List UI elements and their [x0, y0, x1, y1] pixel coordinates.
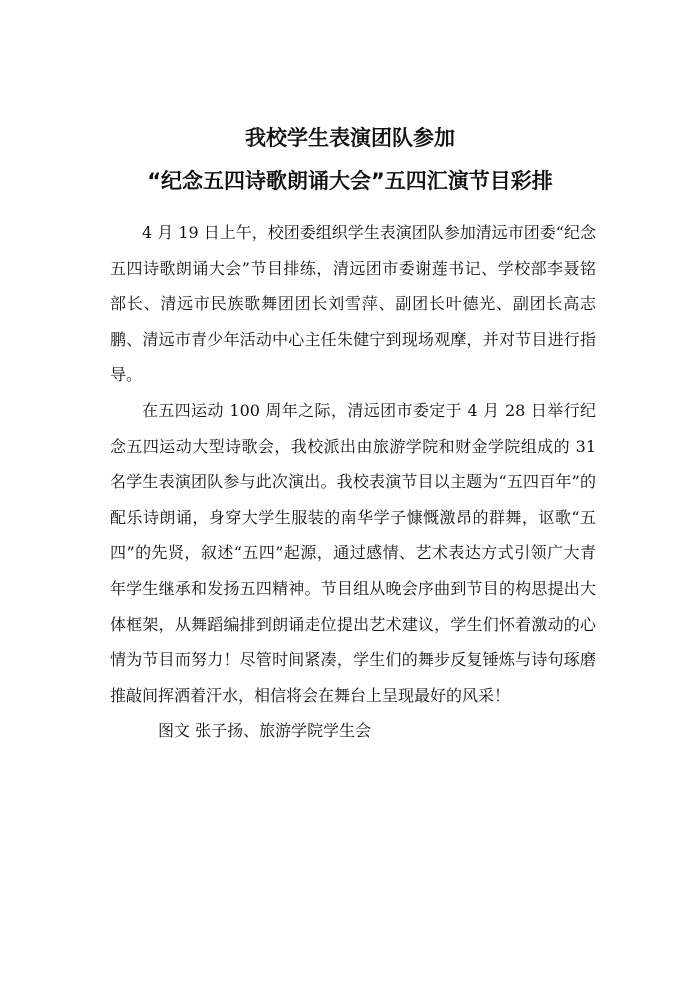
paragraph-2: 在五四运动 100 周年之际，清远团市委定于 4 月 28 日举行纪念五四运动大型诗歌会，我校派出由旅游学院和财金学院组成的 31 名学生表演团队参与此次演出。我校表演节目以主题为“五四百年”的配乐诗朗诵，身穿大学生服装的南华学子慷慨激昂的群舞，讴歌“五四”的先贤，叙述“五四”起源，通过感情、艺术表达方式引领广大青年学生继承和发扬五四精神。节目组从晚会序曲到节目的构思提出大体框架，从舞蹈编排到朗诵走位提出艺术建议，学生们怀着激动的心情为节目而努力！尽管时间紧凑，学生们的舞步反复锤炼与诗句琢磨推敲间挥洒着汗水，相信将会在舞台上呈现最好的风采！ [110, 400, 596, 705]
author-credit: 图文 张子扬、旅游学院学生会 [158, 721, 372, 741]
article-body [110, 215, 596, 749]
title-line-1: 我校学生表演团队参加 [245, 126, 455, 150]
title-line-2: “纪念五四诗歌朗诵大会”五四汇演节目彩排 [147, 169, 553, 193]
paragraph-1: 4 月 19 日上午，校团委组织学生表演团队参加清远市团委“纪念五四诗歌朗诵大会”节目排练，清远团市委谢莲书记、学校部李聂铭部长、清远市民族歌舞团团长刘雪萍、副团长叶德光、副团长高志鹏、清远市青少年活动中心主任朱健宁到现场观摩，并对节目进行指导。 [110, 223, 596, 385]
